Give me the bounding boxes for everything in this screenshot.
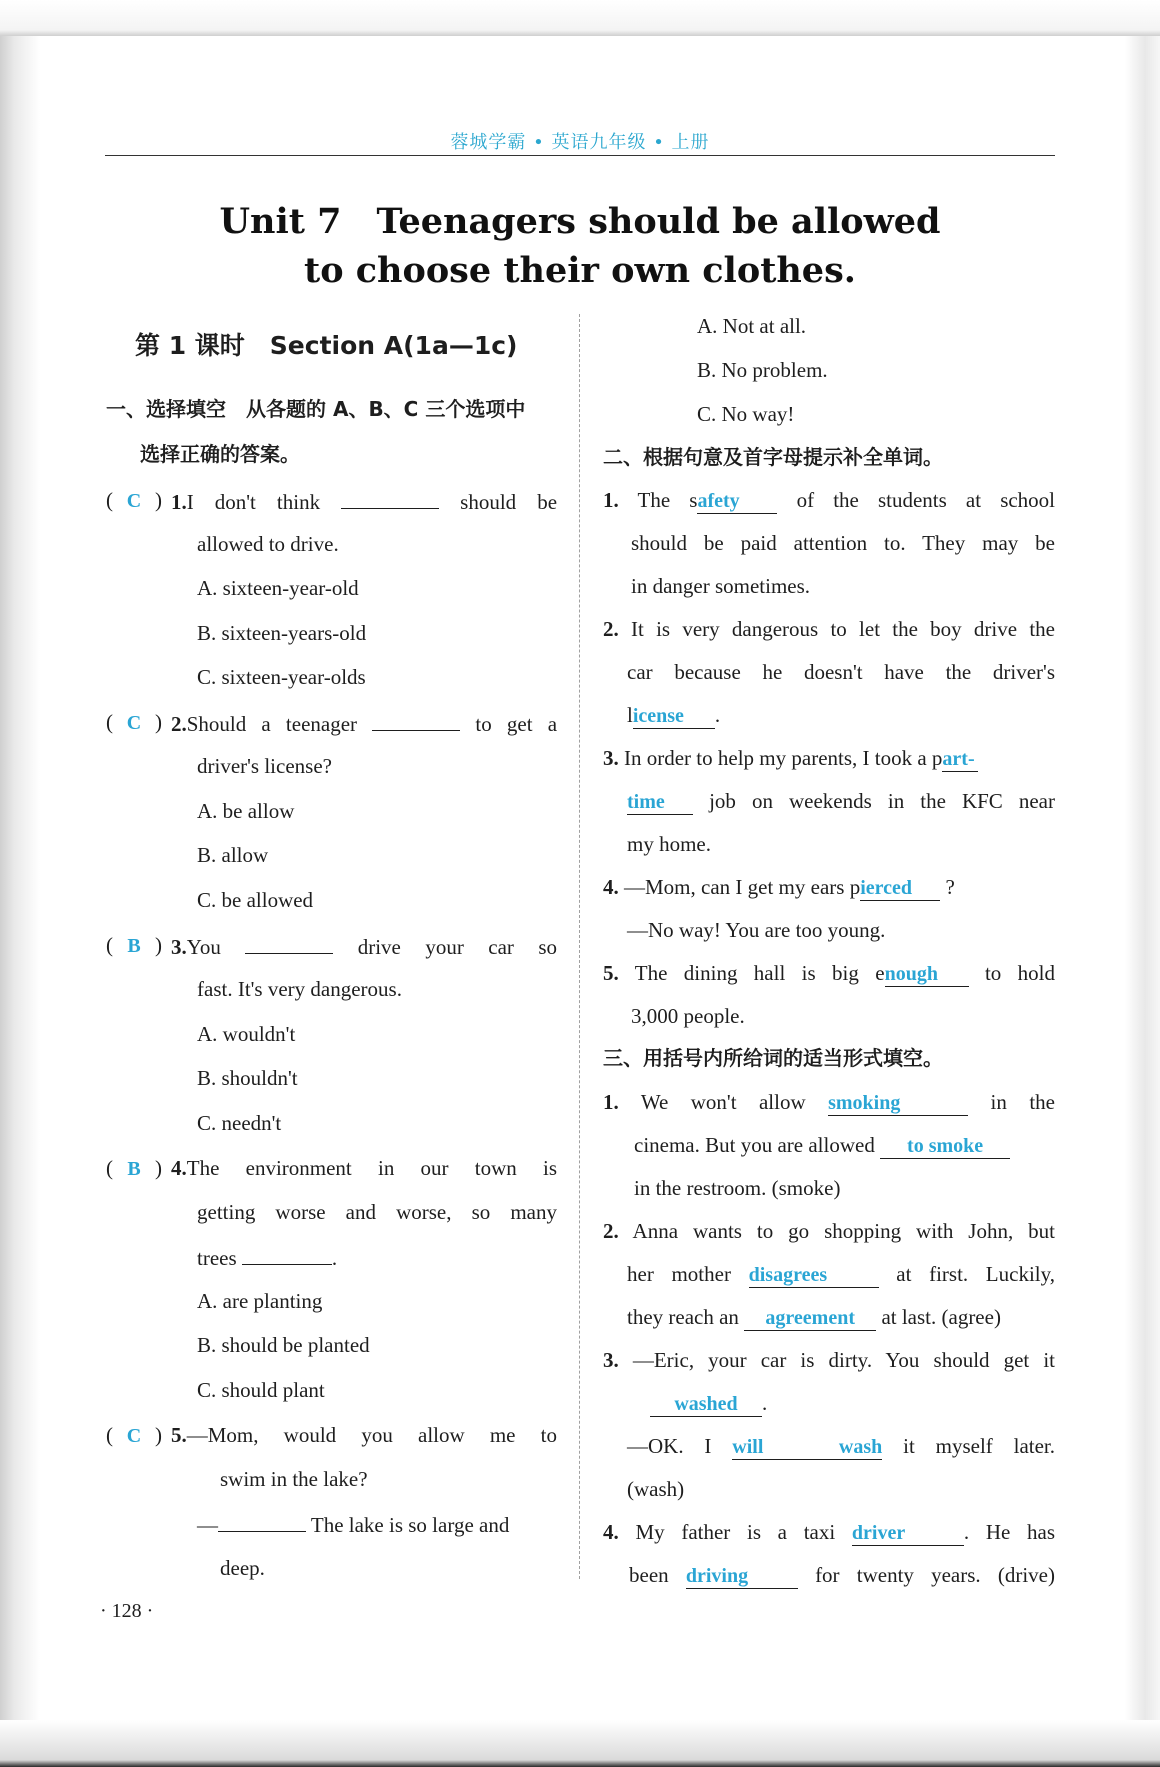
form-question-3 [603,1346,1055,1374]
fill-question-3-cont-2: my home. [627,832,711,856]
answer-blank [242,1242,332,1265]
mc-answer-2: ( C ) [106,708,162,737]
mc-question-5-cont-3: deep. [220,1556,265,1580]
answer-blank [218,1509,306,1532]
form-question-2 [603,1217,1055,1245]
answer-letter: B [127,935,141,957]
fill-question-2 [603,615,1055,643]
question-text: at last. (agree) [881,1305,1001,1329]
option-b: B. shouldn't [197,1066,298,1090]
question-text: ? [945,875,955,899]
mc-question-2 [171,708,557,738]
answer-fill: disagrees [749,1263,879,1288]
question-text: The environment in our town is [186,1156,557,1180]
fill-question-4 [603,873,955,901]
question-text: it myself later. [903,1434,1056,1458]
mc-answer-5: ( C ) [106,1421,162,1450]
question-number: 1. [603,488,619,512]
unit-title-line-1: Unit 7 Teenagers should be allowed [219,201,941,242]
question-text: for twenty years. (drive) [815,1563,1055,1587]
option-b: B. No problem. [697,358,828,382]
question-text: I don't think [186,490,321,514]
part1-heading-cont: 选择正确的答案。 [140,442,300,466]
mc-question-4 [171,1154,557,1182]
option-a: A. Not at all. [697,314,807,338]
mc-question-2-cont: driver's license? [197,754,332,778]
mc-question-1 [171,486,557,516]
mc-answer-3: ( B ) [106,931,162,960]
fill-question-3 [603,744,978,772]
question-number: 4. [171,1156,187,1180]
mc-question-1-cont: allowed to drive. [197,532,339,556]
answer-fill: art- [942,747,978,772]
question-text: We won't allow [640,1090,806,1114]
question-text: cinema. But you are allowed [634,1133,875,1157]
mc-question-4-cont-2 [197,1242,337,1272]
mc-question-4-cont: getting worse and worse, so many [197,1200,557,1224]
question-text: — [197,1513,218,1537]
question-text: to get a [475,712,558,736]
question-text: should be [460,490,558,514]
header-rule [105,155,1055,156]
question-text: —OK. I [627,1434,712,1458]
answer-fill: will wash [732,1436,883,1458]
page-number: · 128 · [100,1600,154,1622]
fill-question-1 [603,486,1055,514]
part1-heading: 一、选择填空 从各题的 A、B、C 三个选项中 [106,397,526,421]
question-text: . [331,1246,338,1270]
question-number: 2. [603,617,619,641]
answer-letter: B [127,1158,141,1180]
question-text: In order to help my parents, I took a p [624,746,943,770]
answer-fill: to smoke [880,1134,1010,1159]
answer-letter: C [126,1425,142,1447]
option-a: A. be allow [197,799,295,823]
mc-answer-1: ( C ) [106,486,162,515]
form-question-4 [603,1518,1055,1546]
question-text: You [186,935,221,959]
question-number: 3. [171,935,187,959]
option-a: A. are planting [197,1289,323,1313]
form-question-1-cont [634,1131,1010,1159]
question-text: at first. Luckily, [896,1262,1056,1286]
question-text: . [714,703,721,727]
question-number: 4. [603,875,619,899]
fill-question-5 [603,959,1055,987]
question-text: Should a teenager [186,712,358,736]
question-text: The s [637,488,698,512]
mc-question-5-cont-2 [197,1509,509,1539]
question-text: to hold [984,961,1055,985]
fill-question-2-cont: car because he doesn't have the driver's [627,660,1055,684]
mc-question-5 [171,1421,557,1449]
mc-answer-4: ( B ) [106,1154,162,1183]
question-text: —Eric, your car is dirty. You should get it [632,1348,1056,1372]
fill-question-3-cont [627,787,1055,815]
answer-fill: afety [697,489,777,514]
question-number: 1. [171,490,187,514]
form-question-1-cont-2: in the restroom. (smoke) [634,1176,841,1200]
mc-question-3-cont: fast. It's very dangerous. [197,977,402,1001]
question-text: Anna wants to go shopping with John, but [632,1219,1055,1243]
question-number: 1. [603,1090,619,1114]
part2-heading: 二、根据句意及首字母提示补全单词。 [603,445,943,469]
fill-question-1-cont: should be paid attention to. They may be [631,531,1055,555]
question-text: The lake is so large and [310,1513,510,1537]
question-text: My father is a taxi [635,1520,836,1544]
option-c: C. be allowed [197,888,314,912]
question-text: The dining hall is big e [634,961,885,985]
question-text: job on weekends in the KFC near [709,789,1055,813]
answer-fill: nough [885,962,969,987]
question-text: her mother [627,1262,731,1286]
answer-fill: driving [686,1564,798,1589]
answer-fill: ierced [860,876,940,901]
column-divider [579,314,580,1579]
option-c: C. should plant [197,1378,325,1402]
question-text: they reach an [627,1305,739,1329]
question-text: It is very dangerous to let the boy drive the [631,617,1055,641]
form-question-2-cont-2 [627,1303,1001,1331]
answer-fill: washed [650,1392,762,1417]
answer-letter: C [126,490,142,512]
mc-question-3 [171,931,557,961]
top-edge-shadow [0,0,1160,36]
form-question-1 [603,1088,1055,1116]
question-text: —Mom, can I get my ears p [624,875,861,899]
answer-fill: driver [852,1521,964,1546]
form-question-3-cont [650,1389,767,1417]
question-text: —Mom, would you allow me to [186,1423,557,1447]
option-a: A. wouldn't [197,1022,296,1046]
part3-heading: 三、用括号内所给词的适当形式填空。 [603,1046,943,1070]
fill-question-1-cont-2: in danger sometimes. [631,574,811,598]
question-text: drive your car so [357,935,558,959]
question-text: been [629,1563,669,1587]
unit-title-line-2: to choose their own clothes. [304,250,856,291]
lesson-heading: 第 1 课时 Section A(1a—1c) [135,331,518,360]
mc-question-5-cont: swim in the lake? [220,1467,368,1491]
option-b: B. sixteen-years-old [197,621,367,645]
running-header: 蓉城学霸 • 英语九年级 • 上册 [450,132,710,153]
answer-blank [341,486,439,509]
question-number: 3. [603,746,619,770]
question-text: trees [197,1246,237,1270]
answer-letter: C [126,712,142,734]
answer-fill: agreement [744,1306,876,1331]
answer-fill: smoking [828,1091,968,1116]
question-text: . He has [963,1520,1056,1544]
option-b: B. should be planted [197,1333,370,1357]
answer-fill: time [627,790,693,815]
question-number: 2. [171,712,187,736]
question-text: of the students at school [796,488,1056,512]
bottom-edge-shadow [0,1720,1160,1767]
answer-blank [372,708,460,731]
option-a: A. sixteen-year-old [197,576,359,600]
form-question-4-cont [629,1561,1055,1589]
form-question-3-cont-3: (wash) [627,1477,685,1501]
question-text: l [627,703,633,727]
question-number: 3. [603,1348,619,1372]
question-text: in the [990,1090,1055,1114]
answer-fill: icense [633,704,715,729]
option-c: C. No way! [697,402,795,426]
question-number: 5. [603,961,619,985]
form-question-3-cont-2 [627,1432,1055,1460]
fill-question-5-cont: 3,000 people. [631,1004,745,1028]
question-text: . [762,1391,768,1415]
fill-question-4-cont: —No way! You are too young. [627,918,886,942]
fill-question-2-cont-2 [627,701,720,729]
option-b: B. allow [197,843,269,867]
question-number: 2. [603,1219,619,1243]
question-number: 5. [171,1423,187,1447]
answer-blank [245,931,333,954]
option-c: C. needn't [197,1111,282,1135]
question-number: 4. [603,1520,619,1544]
form-question-2-cont [627,1260,1055,1288]
option-c: C. sixteen-year-olds [197,665,366,689]
